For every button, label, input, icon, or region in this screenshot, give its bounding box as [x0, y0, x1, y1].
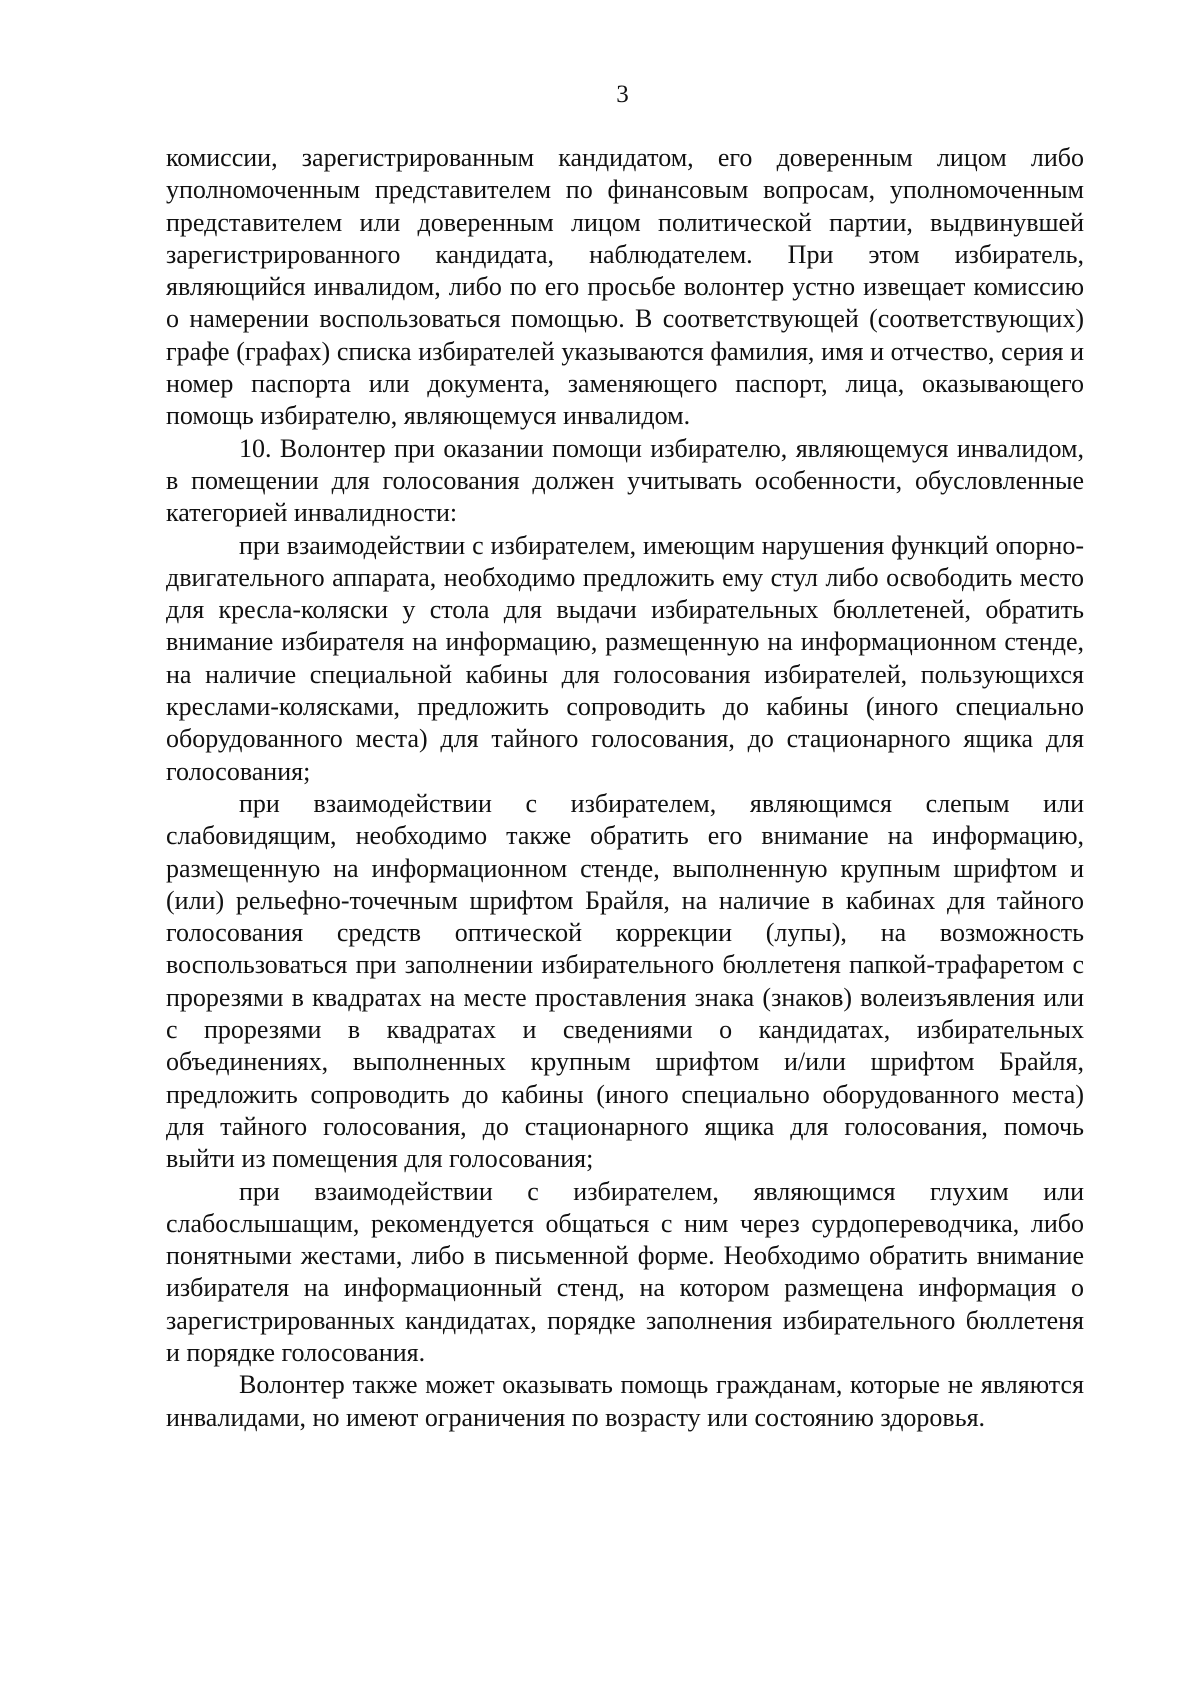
document-body	[166, 142, 1084, 1434]
paragraph-mobility-impairment: при взаимодействии с избирателем, имеющим нарушения функций опорно-двигательного аппарата, необходимо предложить ему стул либо освободить место для кресла-коляски у стола для выдачи избирательных бюллетеней, обратить внимание избирателя на информацию, размещенную на информационном стенде, на наличие специальной кабины для голосования избирателей, пользующихся креслами-колясками, предложить сопроводить до кабины (иного специально оборудованного места) для тайного голосования, до стационарного ящика для голосования;	[166, 530, 1084, 786]
paragraph-hearing-impairment: при взаимодействии с избирателем, являющимся глухим или слабослышащим, рекомендуется общаться с ним через сурдопереводчика, либо понятными жестами, либо в письменной форме. Необходимо обратить внимание избирателя на информационный стенд, на котором размещена информация о зарегистрированных кандидатах, порядке заполнения избирательного бюллетеня и порядке голосования.	[166, 1176, 1084, 1367]
paragraph-item-10: 10. Волонтер при оказании помощи избирателю, являющемуся инвалидом, в помещении для голосования должен учитывать особенности, обусловленные категорией инвалидности:	[166, 433, 1084, 528]
paragraph-continuation: комиссии, зарегистрированным кандидатом, его доверенным лицом либо уполномоченным представителем по финансовым вопросам, уполномоченным представителем или доверенным лицом политической партии, выдвинувшей зарегистрированного кандидата, наблюдателем. При этом избиратель, являющийся инвалидом, либо по его просьбе волонтер устно извещает комиссию о намерении воспользоваться помощью. В соответствующей (соответствующих) графе (графах) списка избирателей указываются фамилия, имя и отчество, серия и номер паспорта или документа, заменяющего паспорт, лица, оказывающего помощь избирателю, являющемуся инвалидом.	[166, 143, 1084, 431]
paragraph-visual-impairment: при взаимодействии с избирателем, являющимся слепым или слабовидящим, необходимо также обратить его внимание на информацию, размещенную на информационном стенде, выполненную крупным шрифтом и (или) рельефно-точечным шрифтом Брайля, на наличие в кабинах для тайного голосования средств оптической коррекции (лупы), на возможность воспользоваться при заполнении избирательного бюллетеня папкой-трафаретом с прорезями в квадратах на месте проставления знака (знаков) волеизъявления или с прорезями в квадратах и сведениями о кандидатах, избирательных объединениях, выполненных крупным шрифтом и/или шрифтом Брайля, предложить сопроводить до кабины (иного специально оборудованного места) для тайного голосования, до стационарного ящика для голосования, помочь выйти из помещения для голосования;	[166, 788, 1084, 1174]
page-number: 3	[616, 81, 629, 108]
paragraph-other-citizens: Волонтер также может оказывать помощь гражданам, которые не являются инвалидами, но имеют ограничения по возрасту или состоянию здоровья.	[166, 1370, 1084, 1432]
